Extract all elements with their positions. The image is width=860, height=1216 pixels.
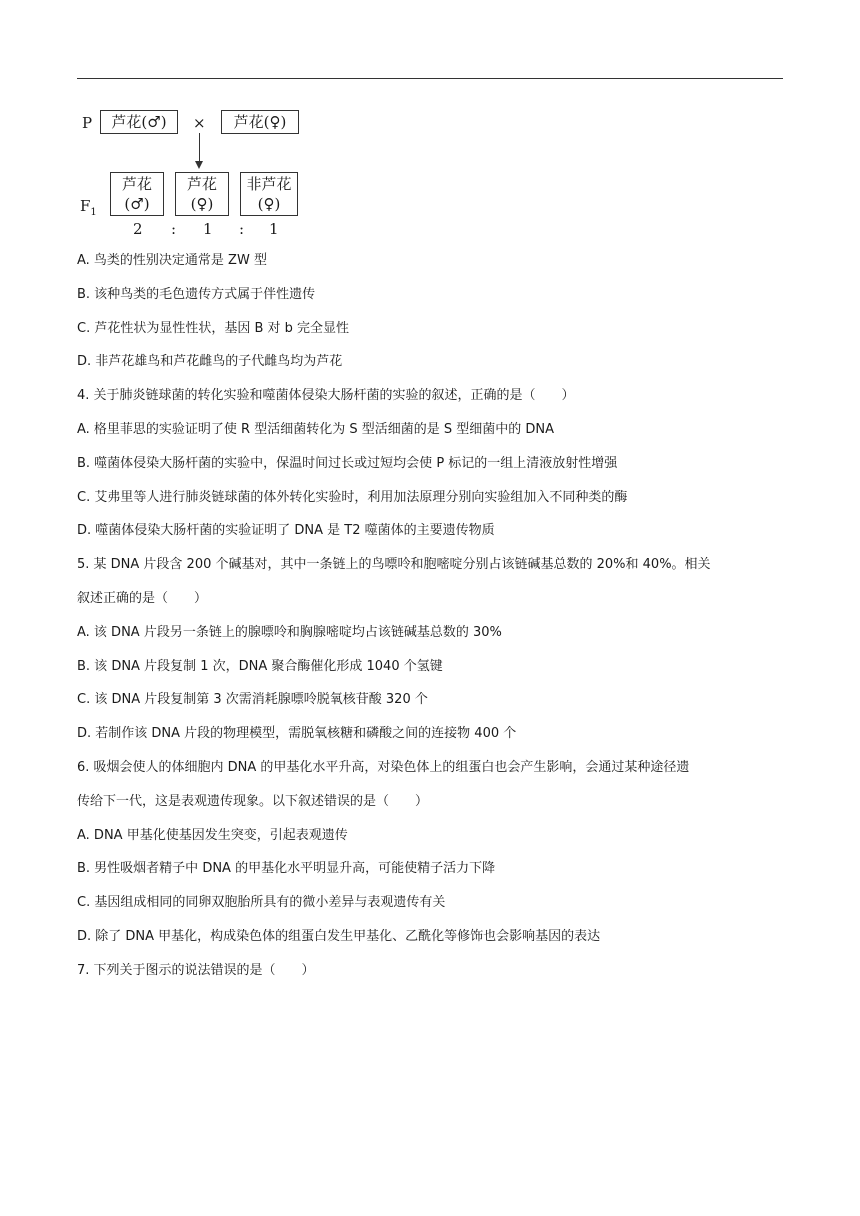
- offspring-sex: (♀): [190, 195, 214, 213]
- question-stem: 叙述正确的是（ ）: [77, 590, 208, 606]
- option-line: B. 噬菌体侵染大肠杆菌的实验中，保温时间过长或过短均会使 P 标记的一组上清液放射性增强: [77, 455, 618, 471]
- parent-female-text: 芦花(♀): [233, 113, 287, 131]
- cross-symbol: ×: [193, 114, 206, 132]
- ratio-value: 1: [203, 220, 213, 238]
- question-stem: 4. 关于肺炎链球菌的转化实验和噬菌体侵染大肠杆菌的实验的叙述，正确的是（ ）: [77, 388, 575, 404]
- option-line: A. 格里菲思的实验证明了使 R 型活细菌转化为 S 型活细菌的是 S 型细菌中的 DNA: [77, 421, 555, 437]
- question-stem: 传给下一代，这是表观遗传现象。以下叙述错误的是（ ）: [77, 793, 429, 809]
- option-line: D. 非芦花雄鸟和芦花雌鸟的子代雌鸟均为芦花: [77, 354, 343, 370]
- parent-male-text: 芦花(♂): [111, 113, 167, 131]
- f1-subscript: 1: [90, 207, 97, 218]
- offspring-box-female: [175, 172, 229, 216]
- genetic-cross-diagram: [0, 0, 860, 260]
- option-line: C. 芦花性状为显性性状，基因 B 对 b 完全显性: [77, 320, 350, 336]
- ratio-separator: :: [239, 220, 245, 238]
- offspring-sex: (♂): [124, 195, 150, 213]
- offspring-label: 芦花: [186, 175, 217, 193]
- arrow-head: [195, 161, 203, 169]
- parent-male-box: [100, 110, 178, 134]
- offspring-sex: (♀): [257, 195, 281, 213]
- option-line: B. 该种鸟类的毛色遗传方式属于伴性遗传: [77, 286, 316, 302]
- option-line: C. 基因组成相同的同卵双胞胎所具有的微小差异与表观遗传有关: [77, 895, 446, 911]
- option-line: B. 该 DNA 片段复制 1 次，DNA 聚合酶催化形成 1040 个氢键: [77, 658, 443, 674]
- arrow-line: [199, 133, 200, 163]
- ratio-value: 1: [269, 220, 279, 238]
- ratio-separator: :: [171, 220, 177, 238]
- offspring-label: 芦花: [121, 175, 152, 193]
- question-stem: 7. 下列关于图示的说法错误的是（ ）: [77, 962, 315, 978]
- option-line: D. 除了 DNA 甲基化，构成染色体的组蛋白发生甲基化、乙酰化等修饰也会影响基因的表达: [77, 928, 601, 944]
- option-line: A. DNA 甲基化使基因发生突变，引起表观遗传: [77, 827, 348, 843]
- option-line: B. 男性吸烟者精子中 DNA 的甲基化水平明显升高，可能使精子活力下降: [77, 861, 496, 877]
- option-line: C. 该 DNA 片段复制第 3 次需消耗腺嘌呤脱氧核苷酸 320 个: [77, 692, 428, 708]
- offspring-box-male: [110, 172, 164, 216]
- parent-female-box: [221, 110, 299, 134]
- offspring-label: 非芦花: [246, 175, 292, 193]
- option-line: D. 若制作该 DNA 片段的物理模型，需脱氧核糖和磷酸之间的连接物 400 个: [77, 726, 517, 742]
- option-line: D. 噬菌体侵染大肠杆菌的实验证明了 DNA 是 T2 噬菌体的主要遗传物质: [77, 523, 495, 539]
- question-stem: 5. 某 DNA 片段含 200 个碱基对，其中一条链上的鸟嘌呤和胞嘧啶分别占该链碱基总数的 20%和 40%。相关: [77, 557, 711, 573]
- option-line: A. 该 DNA 片段另一条链上的腺嘌呤和胸腺嘧啶均占该链碱基总数的 30%: [77, 624, 502, 640]
- question-stem: 6. 吸烟会使人的体细胞内 DNA 的甲基化水平升高，对染色体上的组蛋白也会产生影响，会通过某种途径遗: [77, 759, 690, 775]
- p-label: P: [82, 114, 93, 132]
- option-line: A. 鸟类的性别决定通常是 ZW 型: [77, 253, 267, 268]
- question-text: [77, 244, 783, 988]
- offspring-box-nonbarred-female: [240, 172, 298, 216]
- option-line: C. 艾弗里等人进行肺炎链球菌的体外转化实验时，利用加法原理分别向实验组加入不同种类的酶: [77, 489, 628, 505]
- f1-label: $F_1$: [80, 197, 97, 218]
- ratio-value: 2: [133, 220, 143, 238]
